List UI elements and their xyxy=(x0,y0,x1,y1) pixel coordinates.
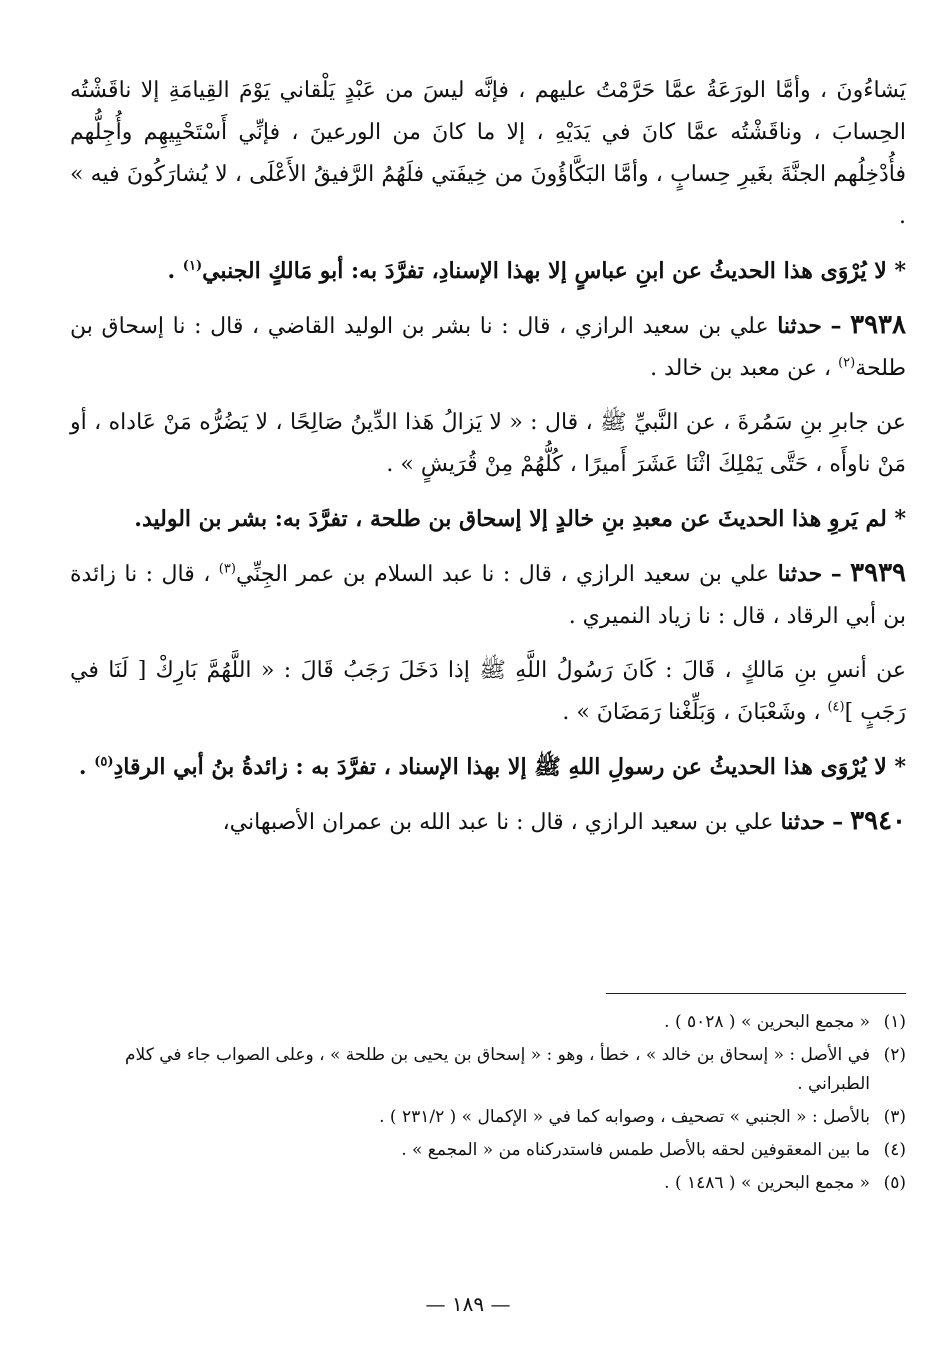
footnote-ref: (٥) xyxy=(94,754,114,770)
footnote-ref: (٢) xyxy=(838,355,856,371)
hadith-3940-chain xyxy=(70,800,906,844)
footnote-text: بالأصل : « الجنبي » تصحيف ، وصوابه كما في « الإكمال » ( ٢٣١/٢ ) . xyxy=(379,1107,870,1127)
note-text: لا يُرْوَى هذا الحديثُ عن ابنِ عباسٍ إلا بهذا الإسنادِ، تفرَّدَ به: أبو مَالكٍ الجنبي xyxy=(202,258,887,284)
footnote-ref: (١) xyxy=(182,258,203,274)
hadith-3939-matn xyxy=(70,650,906,734)
note-text: لم يَروِ هذا الحديثَ عن معبدِ بنِ خالدٍ إلا إسحاق بن طلحة ، تفرَّدَ به: بشر بن الوليد. xyxy=(134,506,887,532)
footnote-ref: (٤) xyxy=(827,699,845,715)
footnote-1 xyxy=(70,1008,906,1037)
matn-text-end: ، وشَعْبَانَ ، وَبَلِّغْنا رَمَضَانَ » . xyxy=(562,700,821,725)
footnote-number: (٥) xyxy=(883,1173,906,1193)
page-number: — ١٨٩ — xyxy=(425,1292,511,1316)
main-text xyxy=(70,70,906,856)
footnote-divider xyxy=(606,993,906,994)
footnote-number: (٤) xyxy=(883,1140,906,1160)
footnote-3 xyxy=(70,1103,906,1132)
note-end: . xyxy=(167,258,176,284)
hadith-number: ٣٩٣٨ xyxy=(850,310,906,340)
star-icon: * xyxy=(894,506,906,532)
chain-text: علي بن سعيد الرازي ، قال : نا عبد الله بن عمران الأصبهاني، xyxy=(222,810,774,835)
note-3938 xyxy=(70,498,906,540)
note-3937 xyxy=(70,250,906,292)
paragraph-continuation: يَشاءُونَ ، وأمَّا الورَعَةُ عمَّا حَرَّمْتُ عليهم ، فإنَّه ليسَ من عَبْدٍ يَلْقاني يَوْمَ القِيامَةِ إلا ناقَشْتُه الحِسابَ ، وناقَشْتُه عمَّا كانَ في يَدَيْهِ ، إلا ما كانَ من الورعينَ ، فإنِّي أَسْتَحْيِيهِم وأُجِلُّهم فأُدْخِلُهم الجنَّةَ بغَيرِ حِسابٍ ، وأمَّا البَكَّاؤُونَ من خِيفَتي فلَهُمُ الرَّفيقُ الأَعْلَى ، لا يُشارَكُونَ فيه » . xyxy=(70,78,906,229)
hadith-dash: – xyxy=(832,809,844,835)
star-icon: * xyxy=(894,754,906,780)
footnote-number: (٣) xyxy=(883,1107,906,1127)
hadith-3938-chain xyxy=(70,304,906,390)
note-end: . xyxy=(78,754,87,780)
hadith-lead: حدثنا xyxy=(777,313,822,339)
footnote-ref: (٣) xyxy=(218,561,236,577)
note-3939 xyxy=(70,746,906,788)
hadith-3938-matn: عن جابرِ بنِ سَمُرةَ ، عن النَّبيِّ ﷺ ، قال : « لا يَزالُ هَذا الدِّينُ صَالِحًا ، لا يَضُرُّه مَنْ عَاداه ، أو مَنْ ناوأَه ، حَتَّى يَمْلِكَ اثْنَا عَشَرَ أَميرًا ، كُلُّهُمْ مِنْ قُرَيشٍ » . xyxy=(70,410,906,477)
chain-text-end: ، قال : نا زائدة بن أبي الرقاد ، قال : نا زياد النميري . xyxy=(70,562,906,629)
footnote-number: (١) xyxy=(883,1012,906,1032)
hadith-number: ٣٩٣٩ xyxy=(850,558,907,588)
chain-text: علي بن سعيد الرازي ، قال : نا عبد السلام بن عمر الجِنِّي xyxy=(235,562,770,587)
hadith-lead: حدثنا xyxy=(777,561,823,587)
star-icon: * xyxy=(894,258,906,284)
chain-text: علي بن سعيد الرازي ، قال : نا بشر بن الوليد القاضي ، قال : نا إسحاق بن طلحة xyxy=(70,314,906,381)
footnote-text: « مجمع البحرين » ( ١٤٨٦ ) . xyxy=(664,1173,870,1193)
hadith-number: ٣٩٤٠ xyxy=(850,806,906,836)
hadith-dash: – xyxy=(830,313,842,339)
chain-text-end: ، عن معبد بن خالد . xyxy=(650,356,832,381)
hadith-3939-chain xyxy=(70,552,906,638)
note-text: لا يُرْوَى هذا الحديثُ عن رسولِ اللهِ ﷺ إلا بهذا الإسناد ، تفرَّدَ به : زائدةُ بنُ أبي الرقادِ xyxy=(113,754,887,780)
hadith-lead: حدثنا xyxy=(780,809,826,835)
footnote-text: « مجمع البحرين » ( ٥٠٢٨ ) . xyxy=(664,1012,870,1032)
footnote-2 xyxy=(70,1041,906,1099)
footnote-number: (٢) xyxy=(883,1045,906,1065)
footnote-text: ما بين المعقوفين لحقه بالأصل طمس فاستدركناه من « المجمع » . xyxy=(401,1140,870,1160)
footnote-text: في الأصل : « إسحاق بن خالد » ، خطأ ، وهو : « إسحاق بن يحيى بن طلحة » ، وعلى الصواب جاء في كلام الطبراني . xyxy=(125,1045,870,1094)
matn-text: عن أنسِ بنِ مَالكٍ ، قَالَ : كَانَ رَسُولُ اللَّهِ ﷺ إذا دَخَلَ رَجَبُ قَالَ : « اللَّهُمَّ بَارِكْ [ لَنَا في رَجَبٍ ] xyxy=(70,658,906,725)
hadith-dash: – xyxy=(830,561,842,587)
footnotes xyxy=(70,1008,906,1202)
footnote-4 xyxy=(70,1136,906,1165)
footnote-5 xyxy=(70,1169,906,1198)
